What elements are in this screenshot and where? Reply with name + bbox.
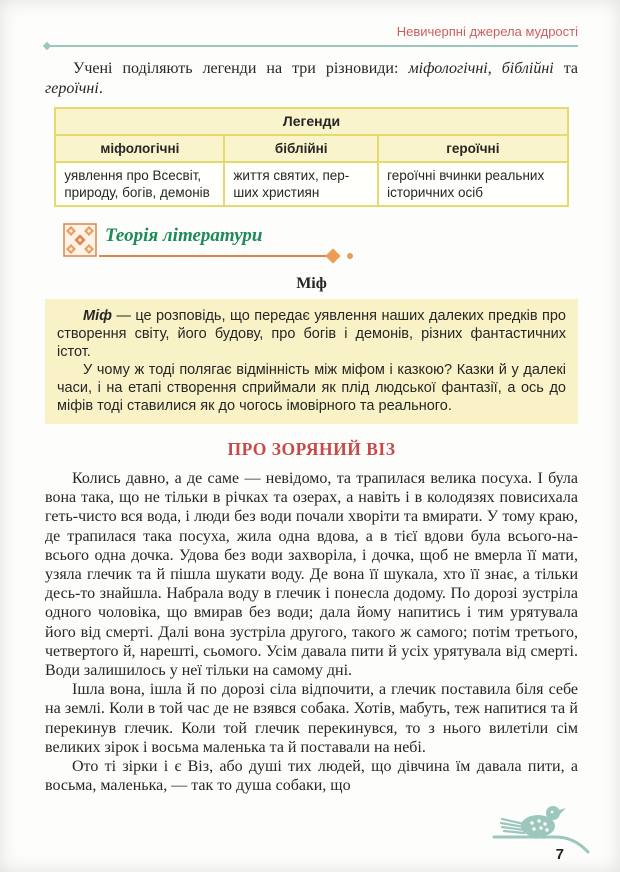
table-title-row — [55, 108, 567, 135]
column-header-heroic: героїчні — [378, 135, 568, 162]
definition-paragraph — [57, 307, 566, 361]
legends-table — [54, 107, 568, 207]
definition-note: У чому ж тоді полягає відмінність між міфом і казкою? Казки й у далекі часи, і на етапі створення сприймали як плід людської фантазії, а ось до міфів тоді ставилися як до чогось імовірного та реального. — [57, 362, 566, 414]
story-title: ПРО ЗОРЯНИЙ ВІЗ — [227, 439, 396, 459]
story-text — [45, 469, 578, 795]
page-number: 7 — [555, 846, 564, 863]
running-head — [45, 24, 578, 43]
folk-ornament-icon — [63, 223, 97, 257]
legend-type-biblical: біблійні — [501, 60, 554, 77]
definition-term: Міф — [83, 308, 112, 324]
cell-biblical: життя святих, перших християн — [224, 162, 378, 206]
story-paragraph: Ото ті зірки і є Віз, або душі тих людей, що дівчина їм давала пити, а восьма, маленька, — так то душа собаки, що — [45, 758, 578, 795]
definition-box — [45, 299, 578, 424]
definition-body: — це розповідь, що передає уявлення наших далеких предків про створення світу, його будову, про богів і демонів, різних фантастичних істот. — [57, 308, 566, 360]
story-paragraph: Колись давно, а де саме — невідомо, та трапилася велика посуха. І була вона така, що не тільки в річках та озерах, а навіть і в колодязях повисихала геть-чисто вся вода, і люди без води почали хворіти та вмирати. У тому краю, де трапилася така посуха, жила одна вдова, а в тієї вдови була всього-на-всього одна дочка. Удова без води захворіла, і дочка, щоб не вмерла її мати, узяла глечик та й пішла шукати воду. Де вона її шукала, хто її знає, а тільки десь-то знайшла. Набрала воду в глечик і понесла додому. По дорозі зустріла одного чоловіка, що вмирав без води; дала йому напитись і тим урятувала його від смерті. Далі вона зустріла другого, такого ж самого; потім третього, четвертого й, нарешті, сьомого. Усім давала пити й усіх урятувала від смерті. Води залишилось у неї тільки на самому дні. — [45, 470, 578, 680]
theory-banner — [45, 221, 578, 269]
table-title: Легенди — [55, 108, 567, 135]
intro-paragraph — [45, 59, 578, 99]
cell-heroic: героїчні вчинки реальних історичних осіб — [378, 162, 568, 206]
theory-rule — [99, 255, 327, 257]
column-header-mythological: міфологічні — [55, 135, 224, 162]
legend-type-mythological: міфологічні — [408, 60, 488, 77]
term-heading: Міф — [296, 275, 327, 292]
story-paragraph: Ішла вона, ішла й по дорозі сіла відпочити, а глечик поставила біля себе на землі. Коли в той час де не взявся собака. Хотів, мабуть, теж напитися та й перекинув глечик. Коли той глечик перекинувся, то з нього вилетіли сім великих зірок і восьма маленька та й поставали на небі. — [45, 681, 578, 756]
table-body-row — [55, 162, 567, 206]
cell-mythological: уявлення про Всесвіт, природу, богів, демонів — [55, 162, 224, 206]
table-header-row — [55, 135, 567, 162]
legend-type-heroic: героїчні — [45, 80, 99, 97]
rule-end-diamond-icon — [325, 248, 340, 263]
header-rule — [45, 45, 578, 47]
bird-on-branch-icon — [488, 804, 594, 856]
rule-end-dot-icon — [347, 253, 353, 259]
chapter-title: Невичерпні джерела мудрості — [396, 24, 578, 39]
theory-label: Теорія літератури — [105, 225, 263, 246]
intro-lead: Учені поділяють легенди на три різновиди: — [73, 60, 409, 77]
rule-diamond-icon — [43, 42, 51, 50]
intro-period: . — [98, 80, 103, 97]
intro-sep1: , — [487, 60, 502, 77]
column-header-biblical: біблійні — [224, 135, 378, 162]
intro-sep2: та — [553, 60, 579, 77]
